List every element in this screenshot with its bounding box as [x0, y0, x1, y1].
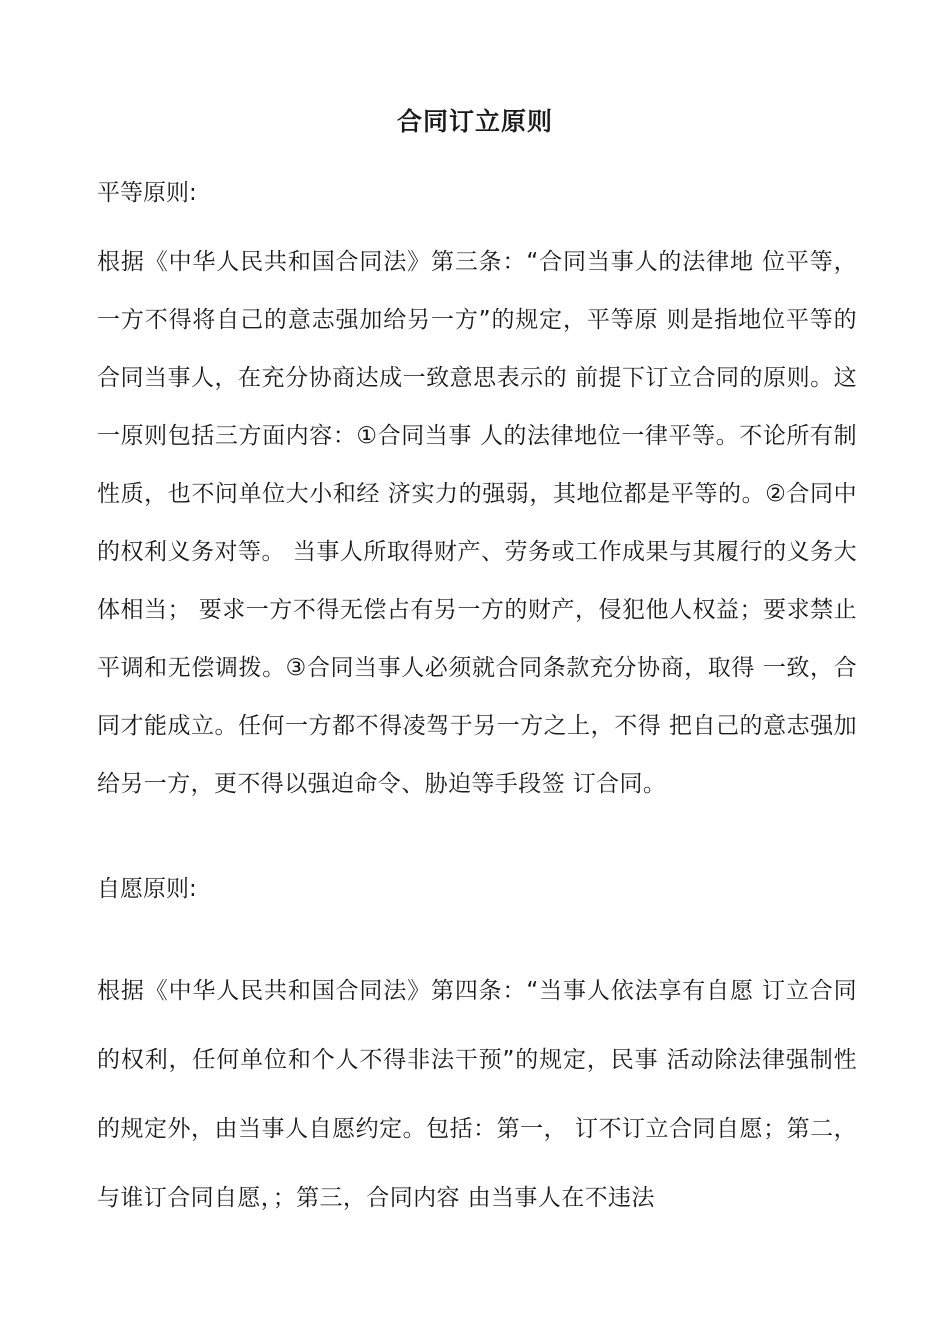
section-body-equality: 根据《中华人民共和国合同法》第三条：“合同当事人的法律地 位平等，一方不得将自己的意志强加给另一方”的规定，平等原 则是指地位平等的合同当事人，在充分协商达成一致意思表示的 前提下订立合同的原则。这一原则包括三方面内容：①合同当事 人的法律地位一律平等。不论所有制性质，也不问单位大小和经 济实力的强弱，其地位都是平等的。②合同中的权利义务对等。 当事人所取得财产、劳务或工作成果与其履行的义务大体相当； 要求一方不得无偿占有另一方的财产，侵犯他人权益；要求禁止 平调和无偿调拨。③合同当事人必须就合同条款充分协商，取得 一致，合同才能成立。任何一方都不得凌驾于另一方之上，不得 把自己的意志强加给另一方，更不得以强迫命令、胁迫等手段签 订合同。	[97, 249, 857, 797]
document-title: 合同订立原则	[396, 107, 553, 136]
section-body-voluntariness: 根据《中华人民共和国合同法》第四条：“当事人依法享有自愿 订立合同的权利，任何单位和个人不得非法干预”的规定，民事 活动除法律强制性的规定外，由当事人自愿约定。包括：第一， 订不订立合同自愿；第二，与谁订合同自愿，；第三，合同内容 由当事人在不违法	[97, 978, 857, 1211]
section-heading-voluntariness: 自愿原则:	[97, 876, 197, 902]
section-heading-equality: 平等原则:	[97, 180, 197, 206]
